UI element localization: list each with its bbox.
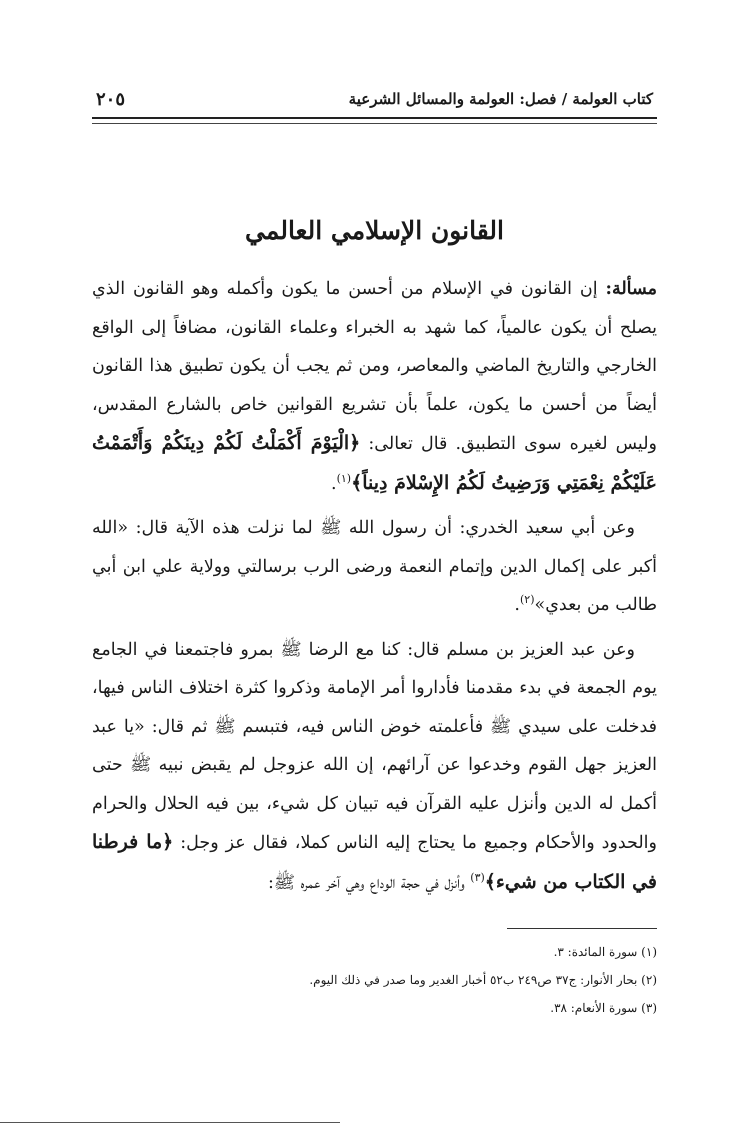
footnotes xyxy=(92,938,657,1022)
header-rule-thin xyxy=(92,123,657,124)
paragraph-text: وعن أبي سعيد الخدري: أن رسول الله ﷺ لما نزلت هذه الآية قال: «الله أكبر على إكمال الدين وإتمام النعمة ورضى الرب برسالتي وولاية علي ابن أبي طالب من بعدي» xyxy=(92,518,657,615)
paragraph-end: وأنزل في حجة الوداع وهي آخر عمره ﷺ: xyxy=(268,872,471,893)
footnote-ref: (٣) xyxy=(470,870,485,884)
body-text xyxy=(92,270,657,908)
quran-verse: ﴿الْيَوْمَ أَكْمَلْتُ لَكُمْ دِينَكُمْ وَأَتْمَمْتُ عَلَيْكُمْ نِعْمَتِي وَرَضِيتُ لَكُمُ الإِسْلامَ دِيناً﴾ xyxy=(92,432,657,494)
paragraph-end: . xyxy=(514,595,520,615)
page-header xyxy=(96,82,653,116)
paragraph-1 xyxy=(92,270,657,503)
footnote-separator xyxy=(507,928,657,929)
bottom-edge-rule xyxy=(0,1122,340,1123)
paragraph-3 xyxy=(92,631,657,903)
footnote-item: (٣) سورة الأنعام: ٣٨. xyxy=(550,1001,657,1015)
footnote-item: (٢) بحار الأنوار: ج٣٧ ص٢٤٩ ب٥٢ أخبار الغدير وما صدر في ذلك اليوم. xyxy=(309,973,657,987)
header-rule-thick xyxy=(92,117,657,119)
footnote-item: (١) سورة المائدة: ٣. xyxy=(553,945,657,959)
footnote-ref: (١) xyxy=(336,471,352,485)
paragraph-end: . xyxy=(330,473,337,494)
running-title: كتاب العولمة / فصل: العولمة والمسائل الشرعية xyxy=(348,90,653,108)
paragraph-lead: مسألة: xyxy=(605,279,657,299)
paragraph-2 xyxy=(92,509,657,625)
page-number: ٢٠٥ xyxy=(96,88,126,110)
footnote-ref: (٢) xyxy=(519,593,535,607)
paragraph-text: إن القانون في الإسلام من أحسن ما يكون وأكمله وهو القانون الذي يصلح أن يكون عالمياً، كما شهد به الخبراء وعلماء القانون، مضافاً إلى الواقع الخارجي والتاريخ الماضي والمعاصر، ومن ثم يجب أن يكون تطبيق هذا القانون أيضاً من أحسن ما يكون، علماً بأن تشريع القوانين خاص بالشارع المقدس، وليس لغيره سوى التطبيق. قال تعالى: xyxy=(92,279,657,454)
quran-verse: ﴿ما فرطنا في الكتاب من شيء﴾ xyxy=(92,831,657,893)
paragraph-text: وعن عبد العزيز بن مسلم قال: كنا مع الرضا ﷺ بمرو فاجتمعنا في الجامع يوم الجمعة في بدء مقدمنا فأداروا أمر الإمامة وذكروا كثرة اختلاف الناس فيها، فدخلت على سيدي ﷺ فأعلمته خوض الناس فيه، فتبسم ﷺ ثم قال: «يا عبد العزيز جهل القوم وخدعوا عن آرائهم، إن الله عزوجل لم يقبض نبيه ﷺ حتى أكمل له الدين وأنزل عليه القرآن فيه تبيان كل شيء، بين فيه الحلال والحرام والحدود والأحكام وجميع ما يحتاج إليه الناس كملا، فقال عز وجل: xyxy=(92,639,657,853)
section-title: القانون الإسلامي العالمي xyxy=(245,216,504,245)
